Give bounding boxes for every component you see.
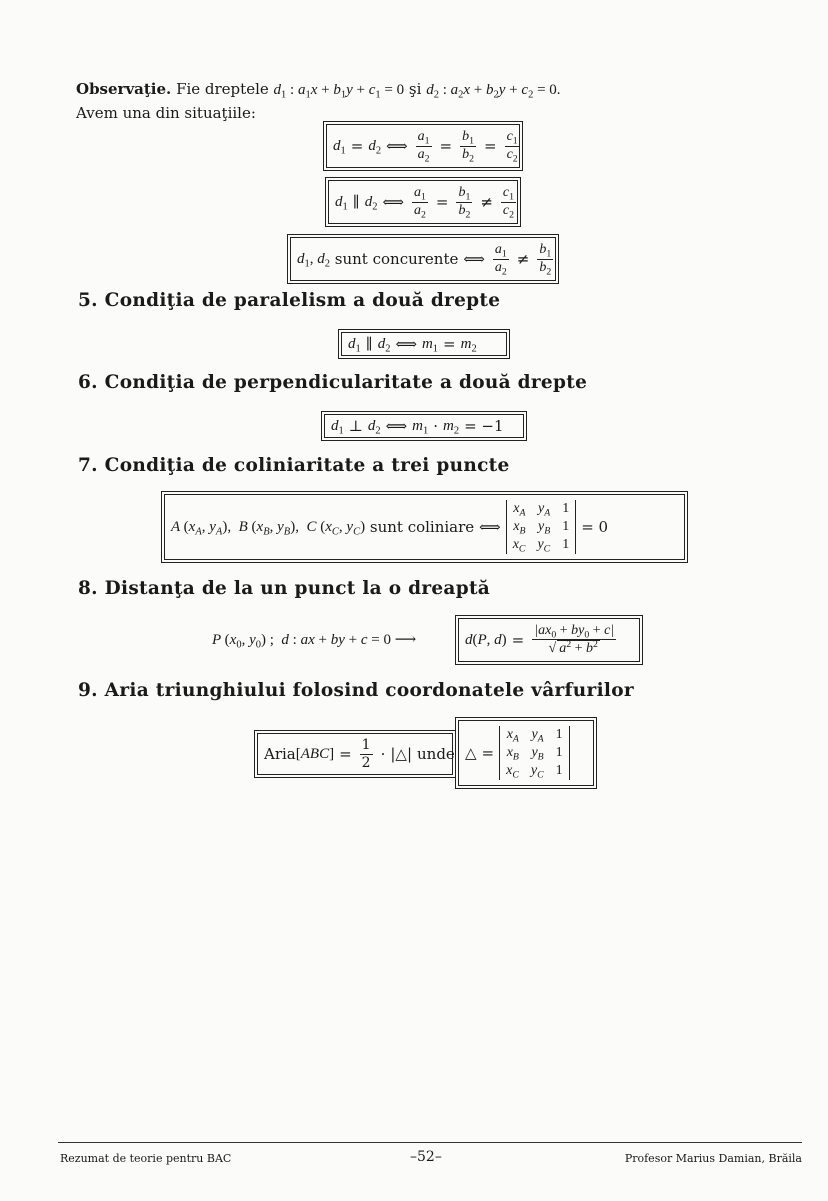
section-heading-8: 8. Distanţa de la un punct la o dreaptă [78, 578, 491, 599]
observation-line-1 [76, 80, 561, 99]
footer-rule [58, 1142, 802, 1143]
page-number: –52– [410, 1149, 442, 1165]
unde-text: unde [417, 745, 455, 763]
line-equation-d2: $d_2$ : $a_2x + b_2y + c_2 = 0$. [426, 82, 561, 101]
observation-intro: Fie dreptele [176, 80, 269, 98]
concurrent-text: sunt concurente [334, 250, 459, 268]
formula-box-perpendicular: $d_1$ ⊥ $d_2$ ⟺ $m_1$ · $m_2$ = −1 [324, 414, 524, 438]
and-word: şi [408, 80, 422, 98]
colinear-text: sunt coliniare [369, 518, 475, 536]
determinant-colinear: $x_A$ $y_A$ 1 $x_B$ $y_B$ 1 $x_C$ $y_C$ 1 [506, 500, 577, 554]
section-heading-6: 6. Condiţia de perpendicularitate a două drepte [78, 372, 588, 393]
determinant-area: $x_A$ $y_A$ 1 $x_B$ $y_B$ 1 $x_C$ $y_C$ 1 [499, 726, 570, 780]
observation-label: Observaţie. [76, 80, 172, 98]
formula-box-parallel-slopes: $d_1$ ∥ $d_2$ ⟺ $m_1$ = $m_2$ [341, 332, 507, 356]
observation-line-2: Avem una din situaţiile: [76, 104, 256, 122]
formula-box-parallel: $d_1$ ∥ $d_2$ ⟺ $\frac{a_1}{a_2}$ = $\frac{b_1}{b_2}$ ≠ $\frac{c_1}{c_2}$ [328, 180, 518, 224]
footer-right: Profesor Marius Damian, Brăila [624, 1152, 802, 1165]
section-heading-7: 7. Condiţia de coliniaritate a trei puncte [78, 455, 510, 476]
formula-box-delta: △ = $x_A$ $y_A$ 1 $x_B$ $y_B$ 1 $x_C$ $y_C$ 1 [458, 720, 594, 786]
footer-left: Rezumat de teorie pentru BAC [60, 1152, 232, 1165]
formula-box-area: Aria [ABC] = $\frac{1}{2}$ · |△| [257, 733, 453, 775]
formula-box-colinear: A ($x_A$, $y_A$), B ($x_B$, $y_B$), C ($x_C$, $y_C$) sunt coliniare ⟺ $x_A$ $y_A$ 1 $x_B$ $y_B$ 1 $x_C$ $y_C$ 1 = 0 [164, 494, 685, 560]
section-heading-9: 9. Aria triunghiului folosind coordonatele vârfurilor [78, 680, 634, 701]
line-equation-d1: $d_1$ : $a_1x + b_1y + c_1 = 0$ [273, 82, 405, 101]
formula-box-concurrent: $d_1$, $d_2$ sunt concurente ⟺ $\frac{a_1}{a_2}$ ≠ $\frac{b_1}{b_2}$ [290, 237, 556, 281]
point-line-given: P ($x_0$, $y_0$) ; d : ax + by + c = 0 ⟶ [212, 632, 417, 651]
formula-box-distance: d(P, d) = $\frac{|ax_0 + by_0 + c|}{√ a^2 + b^2}$ [458, 618, 640, 662]
formula-box-coincident: $d_1$ = $d_2$ ⟺ $\frac{a_1}{a_2}$ = $\frac{b_1}{b_2}$ = $\frac{c_1}{c_2}$ [326, 124, 520, 168]
section-heading-5: 5. Condiţia de paralelism a două drepte [78, 290, 501, 311]
